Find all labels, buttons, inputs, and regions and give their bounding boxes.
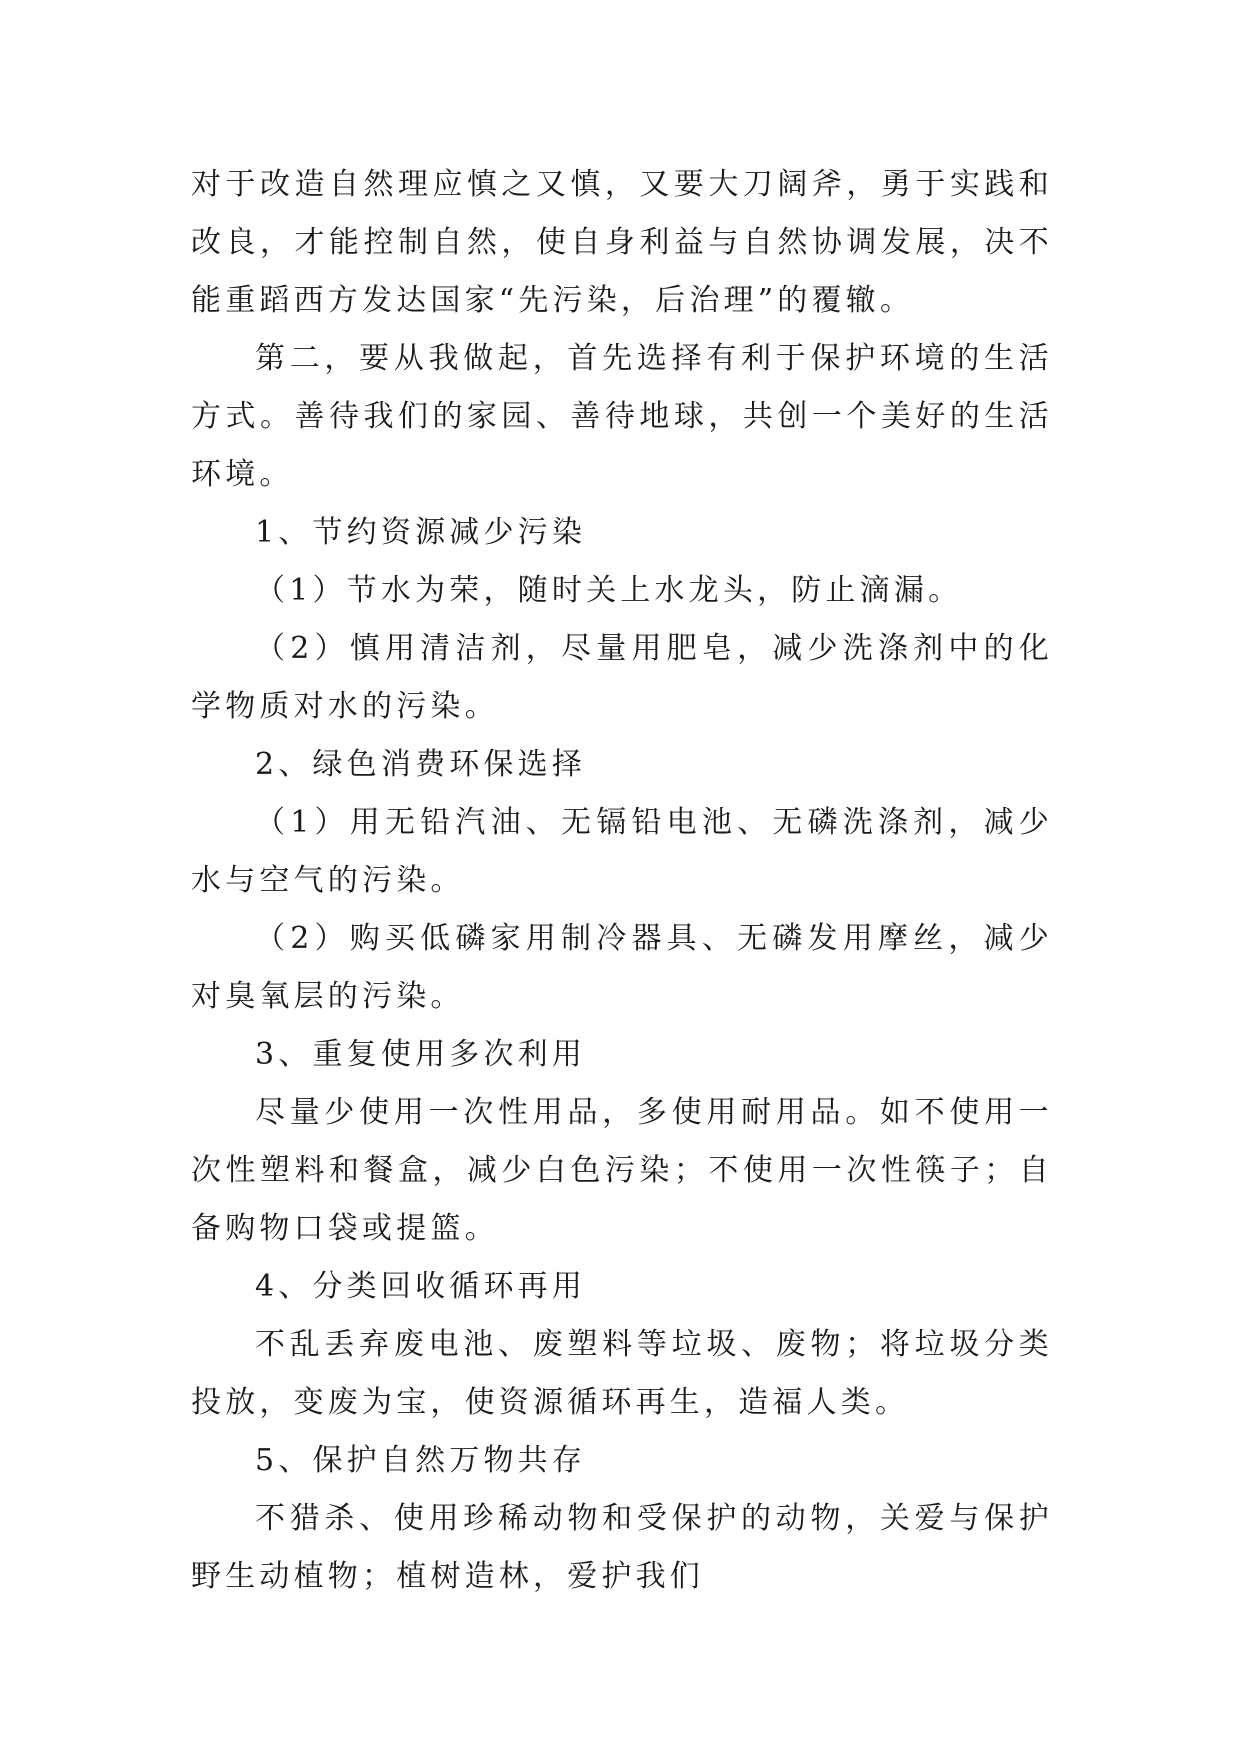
paragraph-recycling-detail: 不乱丢弃废电池、废塑料等垃圾、废物；将垃圾分类投放，变废为宝，使资源循环再生，造福人类。 — [191, 1327, 1053, 1420]
paragraph-second-point: 第二，要从我做起，首先选择有利于保护环境的生活方式。善待我们的家园、善待地球，共创一个美好的生活环境。 — [191, 341, 1053, 492]
paragraph-continuation: 对于改造自然理应慎之又慎，又要大刀阔斧，勇于实践和改良，才能控制自然，使自身利益与自然协调发展，决不能重蹈西方发达国家“先污染，后治理”的覆辙。 — [191, 167, 1053, 318]
item-save-water: （1）节水为荣，随时关上水龙头，防止滴漏。 — [255, 573, 963, 608]
item-cleaning-agents: （2）慎用清洁剂，尽量用肥皂，减少洗涤剂中的化学物质对水的污染。 — [191, 631, 1053, 724]
heading-reuse: 3、重复使用多次利用 — [255, 1037, 587, 1072]
heading-green-consumption: 2、绿色消费环保选择 — [255, 747, 587, 782]
heading-recycling: 4、分类回收循环再用 — [255, 1269, 587, 1304]
item-lead-free: （1）用无铅汽油、无镉铅电池、无磷洗涤剂，减少水与空气的污染。 — [191, 805, 1053, 898]
item-low-phosphorus: （2）购买低磷家用制冷器具、无磷发用摩丝，减少对臭氧层的污染。 — [191, 921, 1053, 1014]
paragraph-reuse-detail: 尽量少使用一次性用品，多使用耐用品。如不使用一次性塑料和餐盒，减少白色污染；不使用一次性筷子；自备购物口袋或提篮。 — [191, 1095, 1053, 1246]
heading-protect-nature: 5、保护自然万物共存 — [255, 1443, 587, 1478]
document-body — [191, 156, 1053, 1606]
heading-save-resources: 1、节约资源减少污染 — [255, 515, 587, 550]
paragraph-protect-nature-detail: 不猎杀、使用珍稀动物和受保护的动物，关爱与保护野生动植物；植树造林，爱护我们 — [191, 1501, 1053, 1594]
